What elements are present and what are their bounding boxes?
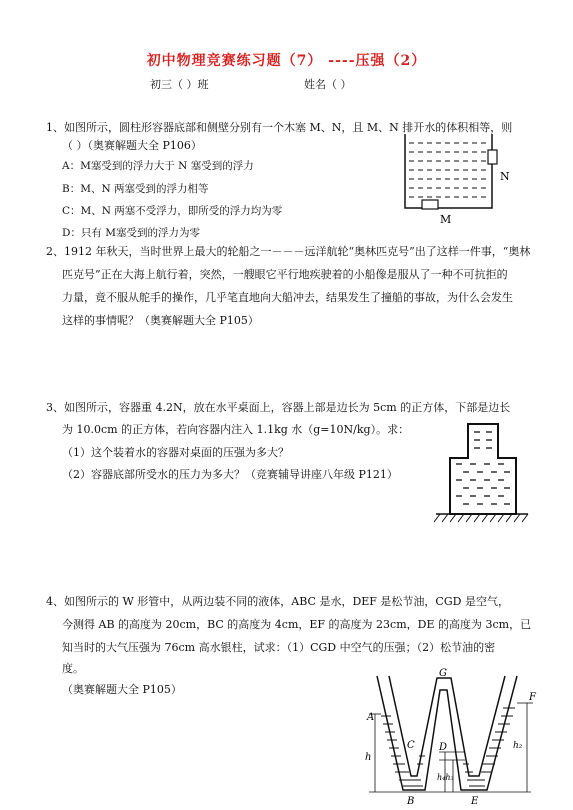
label-g: G [439, 668, 447, 679]
stopper-n [488, 150, 497, 164]
label-h4h3: h₄h₃ [437, 773, 454, 782]
q3-line4: （2）容器底部所受水的压力为多大？（竞赛辅导讲座八年级 P121） [62, 468, 398, 481]
label-e: E [471, 796, 479, 806]
q4-line3: 知当时的大气压强为 76cm 高水银柱，试求：（1）CGD 中空气的压强；（2）松节油的密 [62, 641, 496, 654]
label-m: M [440, 213, 452, 226]
q1-option-c: C：M、N 两塞不受浮力，即所受的浮力均为零 [62, 205, 283, 217]
label-f: F [529, 692, 536, 703]
q3-line1: 3、如图所示，容器重 4.2N，放在水平桌面上，容器上部是边长为 5cm 的正方体，下部是边长 [46, 401, 511, 414]
q1-option-a: A：M塞受到的浮力大于 N 塞受到的浮力 [62, 160, 254, 172]
q2-line4: 这样的事情呢？（奥赛解题大全 P105） [62, 314, 259, 327]
q1-option-d: D：只有 M塞受到的浮力为零 [62, 227, 201, 239]
q3-line3: （1）这个装着水的容器对桌面的压强为多大？ [62, 446, 289, 459]
label-b: B [407, 796, 415, 806]
label-n: N [500, 170, 510, 183]
q1-line1: 1、如图所示，圆柱形容器底部和侧壁分别有一个木塞 M、N，且 M、N 排开水的体积相等，则 [46, 121, 513, 134]
label-a: A [367, 712, 375, 723]
label-h2: h₂ [513, 741, 523, 751]
q1-line2: （ ）（奥赛解题大全 P106） [62, 139, 202, 152]
page-title: 初中物理竞赛练习题（7） ----压强（2） [146, 53, 427, 69]
q1-container-diagram [400, 128, 520, 233]
q1-option-b: B：M、N 两塞受到的浮力相等 [62, 183, 209, 195]
stopper-m [422, 200, 438, 209]
name-label: 姓名（ ） [304, 78, 352, 91]
q4-line2: 今测得 AB 的高度为 20cm，BC 的高度为 4cm，EF 的高度为 23cm，DE 的高度为 3cm，已 [62, 618, 532, 631]
q3-stepped-container-diagram [430, 420, 530, 530]
class-label: 初三（ ）班 [150, 78, 209, 91]
q2-line1: 2、1912 年秋天，当时世界上最大的轮船之一－－－远洋航轮“奥林匹克号”出了这样一件事，“奥林 [46, 245, 531, 258]
q4-line1: 4、如图所示的 W 形管中，从两边装不同的液体，ABC 是水，DEF 是松节油，CGD 是空气， [46, 595, 509, 608]
label-h: h [365, 752, 372, 763]
q4-line4: 度。 [62, 662, 84, 675]
q2-line3: 力量，竟不服从舵手的操作，几乎笔直地向大船冲去，结果发生了撞船的事故，为什么会发生 [62, 291, 513, 304]
q4-line5: （奥赛解题大全 P105） [62, 683, 182, 696]
q4-w-tube-diagram [355, 668, 540, 806]
q3-line2: 为 10.0cm 的正方体，若向容器内注入 1.1kg 水（g=10N/kg）。求： [62, 423, 410, 436]
label-d: D [439, 742, 448, 753]
label-c: C [407, 740, 415, 751]
q2-line2: 匹克号”正在大海上航行着，突然，一艘眼它平行地疾驶着的小船像是服从了一种不可抗拒的 [62, 268, 508, 281]
